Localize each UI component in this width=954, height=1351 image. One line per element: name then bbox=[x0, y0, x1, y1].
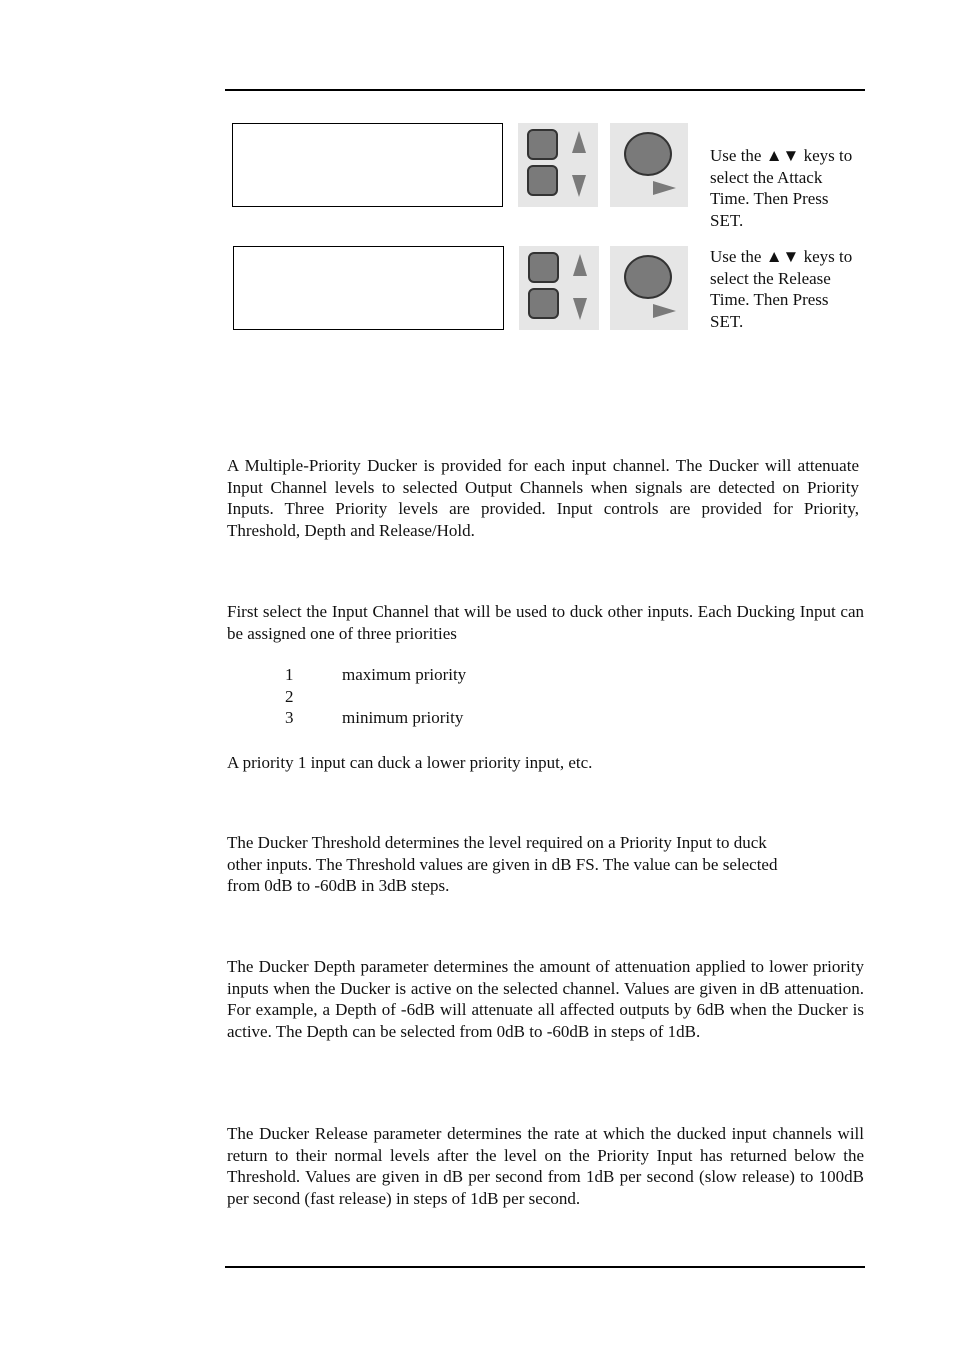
instruction-line: SET. bbox=[710, 311, 744, 331]
release-paragraph: The Ducker Release parameter determines the rate at which the ducked input channels will return to their normal levels after the level on the Priority Input has returned below the Threshold. Values are given in dB per second from 1dB per second (slow release) to 100dB per second (fast release) in steps of 1dB per second. bbox=[227, 1124, 864, 1208]
instruction-line: select the Release bbox=[710, 268, 831, 288]
footer-rule bbox=[225, 1266, 865, 1268]
up-arrow-icon bbox=[572, 131, 586, 153]
priority-note: A priority 1 input can duck a lower priority input, etc. bbox=[227, 753, 593, 772]
instruction-line: Use the ▲▼ keys to bbox=[710, 247, 853, 266]
up-arrow-icon bbox=[573, 254, 587, 276]
threshold-line: from 0dB to -60dB in 3dB steps. bbox=[227, 876, 450, 896]
set-keypad-attack bbox=[610, 123, 688, 207]
priority-intro-paragraph: First select the Input Channel that will be used to duck other inputs. Each Ducking Input can be assigned one of three priorities bbox=[227, 602, 864, 643]
instruction-line: SET. bbox=[710, 210, 744, 230]
down-key[interactable] bbox=[527, 165, 558, 196]
priority-number: 3 bbox=[285, 708, 294, 727]
up-down-keypad-release bbox=[519, 246, 599, 330]
down-key[interactable] bbox=[528, 288, 559, 319]
set-button[interactable] bbox=[624, 255, 672, 299]
play-arrow-icon bbox=[653, 181, 676, 195]
up-key[interactable] bbox=[528, 252, 559, 283]
up-down-keypad-attack bbox=[518, 123, 598, 207]
priority-label: minimum priority bbox=[342, 708, 464, 727]
set-button[interactable] bbox=[624, 132, 672, 176]
threshold-line: other inputs. The Threshold values are given in dB FS. The value can be selected bbox=[227, 854, 778, 874]
instruction-line: Use the ▲▼ keys to bbox=[710, 146, 853, 165]
priority-label: maximum priority bbox=[342, 665, 467, 684]
depth-paragraph: The Ducker Depth parameter determines the amount of attenuation applied to lower priority inputs when the Ducker is active on the selected channel. Values are given in dB attenuation. For example, a Depth of -6dB will attenuate all affected outputs by 6dB when the Ducker is active. The Depth can be selected from 0dB to -60dB in steps of 1dB. bbox=[227, 957, 864, 1041]
down-arrow-icon bbox=[573, 298, 587, 320]
up-key[interactable] bbox=[527, 129, 558, 160]
threshold-line: The Ducker Threshold determines the level required on a Priority Input to duck bbox=[227, 833, 767, 852]
threshold-paragraph bbox=[227, 832, 867, 897]
instruction-release bbox=[710, 246, 875, 332]
instruction-line: select the Attack bbox=[710, 167, 823, 187]
priority-number: 2 bbox=[285, 687, 294, 706]
set-keypad-release bbox=[610, 246, 688, 330]
down-arrow-icon bbox=[572, 175, 586, 197]
instruction-line: Time. Then Press bbox=[710, 290, 829, 310]
instruction-line: Time. Then Press bbox=[710, 189, 829, 209]
lcd-display-release bbox=[233, 246, 504, 330]
priority-number: 1 bbox=[285, 665, 294, 684]
instruction-attack bbox=[710, 145, 875, 231]
header-rule bbox=[225, 89, 865, 91]
play-arrow-icon bbox=[653, 304, 676, 318]
ducker-intro-paragraph: A Multiple-Priority Ducker is provided for each input channel. The Ducker will attenuate Input Channel levels to selected Output Channels when signals are detected on Priority Inputs. Three Priority levels are provided. Input controls are provided for Priority, Threshold, Depth and Release/Hold. bbox=[227, 456, 859, 540]
lcd-display-attack bbox=[232, 123, 503, 207]
